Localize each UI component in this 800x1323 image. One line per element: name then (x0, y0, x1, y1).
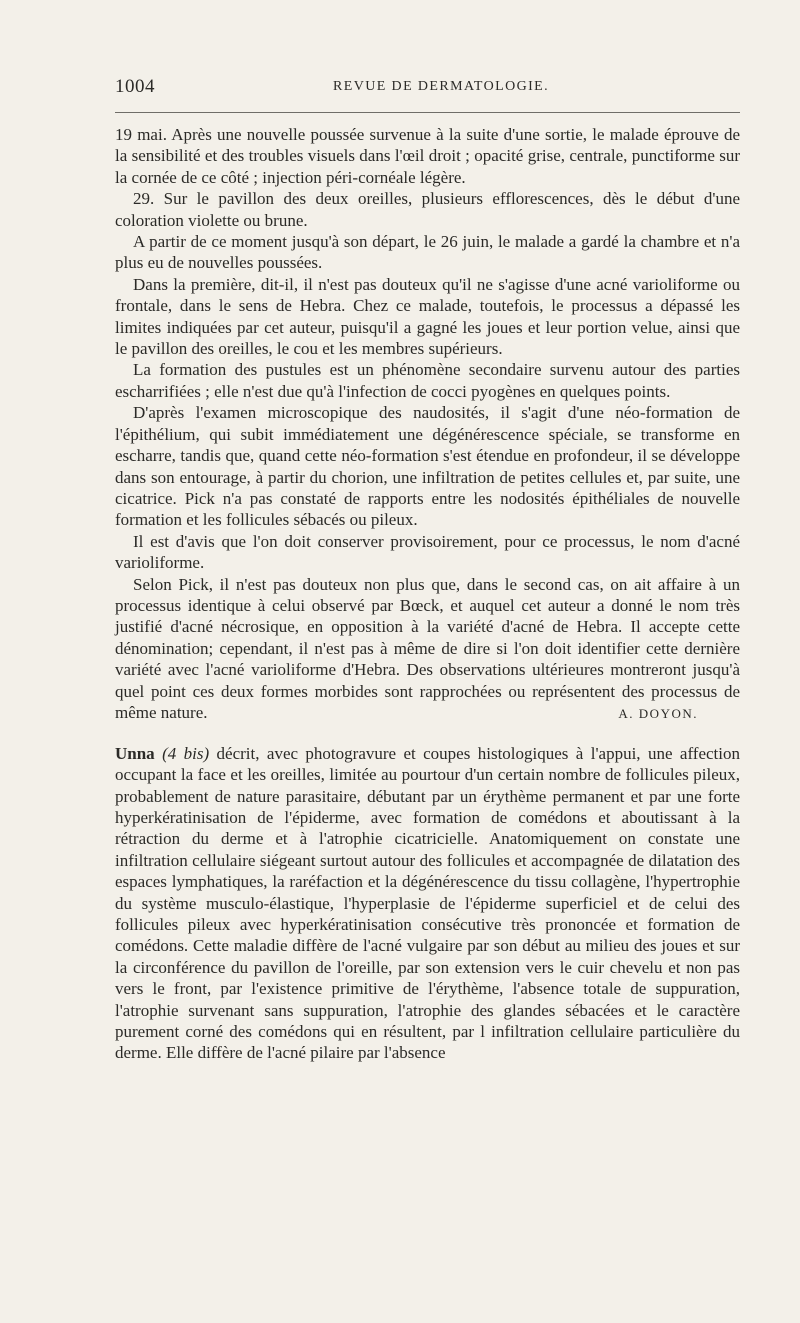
paragraph-29: 29. Sur le pavillon des deux oreilles, plusieurs efflorescences, dès le début d'une coloration violette ou brune. (115, 189, 740, 230)
author-signature: A. DOYON. (618, 706, 698, 722)
section-gap (115, 725, 740, 743)
paragraph-departure: A partir de ce moment jusqu'à son départ, le 26 juin, le malade a gardé la chambre et n'a plus eu de nouvelles poussées. (115, 232, 740, 273)
header-rule (115, 112, 740, 113)
page-number: 1004 (115, 76, 155, 97)
unna-author-name: Unna (115, 743, 155, 763)
running-head: REVUE DE DERMATOLOGIE. (333, 79, 550, 94)
paragraph-unna (115, 743, 740, 1064)
paragraph-first-case: Dans la première, dit-il, il n'est pas douteux qu'il ne s'agisse d'une acné varioliforme ou frontale, dans le sens de Hebra. Chez ce malade, toutefois, le processus a dépassé les limites indiquées par cet auteur, puisqu'il a gagné les joues et leur portion velue, ainsi que le pavillon des oreilles, le cou et les membres supérieurs. (115, 274, 740, 359)
unna-paragraph-text: décrit, avec photogravure et coupes histologiques à l'appui, une affection occupant la face et les oreilles, limitée au pourtour d'un certain nombre de follicules pileux, probablement de nature parasitaire, débutant par un érythème permanent et par une forte hyperkératinisation de l'épiderme, avec formation de comédons et aboutissant à la rétraction du derme et à l'atrophie cicatricielle. Anatomiquement on constate une infiltration cellulaire siégeant surtout autour des follicules et accompagnée de dilatation des espaces lymphatiques, la raréfaction et la dégénérescence du tissu collagène, l'hypertrophie du système musculo-élastique, l'hyperplasie de l'épiderme superficiel et de celui des follicules pileux avec hyperkératinisation consécutive très prononcée et formation de comédons. Cette maladie diffère de l'acné vulgaire par son début au milieu des joues et sur la circonférence du pavillon de l'oreille, par son extension vers le cuir chevelu et non pas vers le front, par l'existence primitive de l'érythème, l'absence totale de suppuration, l'atrophie survenant sans suppuration, l'atrophie des glandes sébacées et le caractère purement corné des comédons qui en résultent, par l infiltration cellulaire particulière du derme. Elle diffère de l'acné pilaire par l'absence (115, 743, 740, 1063)
paragraph-pustules: La formation des pustules est un phénomène secondaire survenu autour des parties escharrifiées ; elle n'est due qu'à l'infection de cocci pyogènes en quelques points. (115, 360, 740, 401)
article-body (115, 124, 740, 1064)
unna-reference: (4 bis) (162, 743, 210, 763)
paragraph-second-case-with-signature (115, 574, 740, 724)
page-header (115, 76, 740, 100)
paragraph-microscopy: D'après l'examen microscopique des naudosités, il s'agit d'une néo-formation de l'épithélium, qui subit immédiatement une dégénérescence spéciale, se transforme en escharre, tandis que, quand cette néo-formation s'est étendue en profondeur, il se développe dans son entourage, à partir du chorion, une infiltration de petites cellules et, par suite, une cicatrice. Pick n'a pas constaté de rapports entre les nodosités épithéliales de nouvelle formation et les follicules sébacés ou pileux. (115, 403, 740, 530)
paragraph-second-case: Selon Pick, il n'est pas douteux non plus que, dans le second cas, on ait affaire à un processus identique à celui observé par Bœck, et auquel cet auteur a donné le nom très justifié d'acné nécrosique, en opposition à la variété d'acné de Hebra. Il accepte cette dénomination; cependant, il n'est pas à même de dire si l'on doit identifier cette dernière variété avec l'acné varioliforme d'Hebra. Des observations ultérieures montreront jusqu'à quel point ces deux formes morbides sont rapprochées ou représentent des processus de même nature. (115, 574, 740, 722)
paragraph-provisional-name: Il est d'avis que l'on doit conserver provisoirement, pour ce processus, le nom d'acné varioliforme. (115, 531, 740, 573)
paragraph-may-19: 19 mai. Après une nouvelle poussée survenue à la suite d'une sortie, le malade éprouve de la sensibilité et des troubles visuels dans l'œil droit ; opacité grise, centrale, punctiforme sur la cornée de ce côté ; injection péri-cornéale légère. (115, 125, 740, 187)
